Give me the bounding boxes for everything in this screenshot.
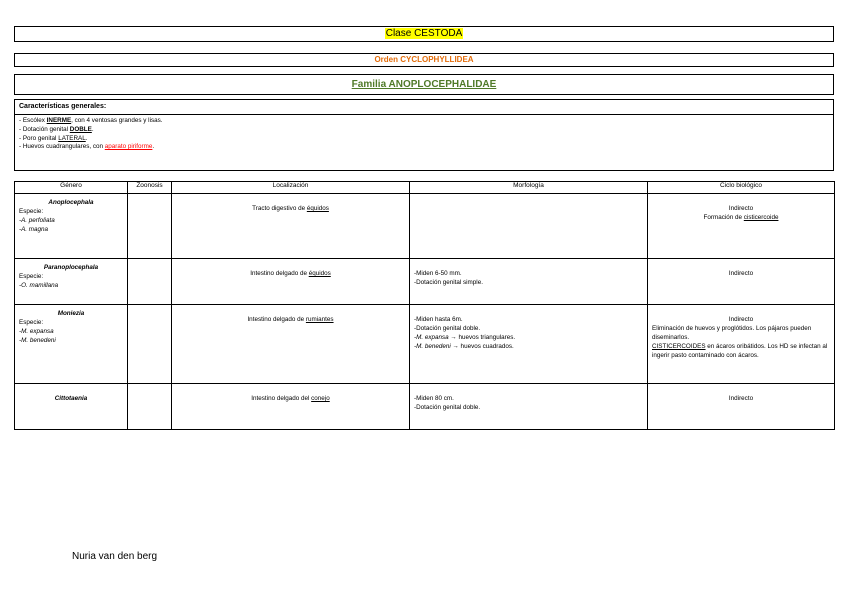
- caracteristicas-title: Características generales:: [15, 100, 833, 115]
- morfologia-cell: -Miden 6-50 mm. -Dotación genital simple.: [410, 259, 648, 305]
- genera-table: [14, 181, 835, 430]
- zoonosis-cell: [128, 384, 172, 430]
- caracteristicas-box: [14, 99, 834, 171]
- table-row: [15, 194, 835, 259]
- ciclo-cell: Indirecto Formación de cisticercoide: [648, 194, 835, 259]
- ciclo-cell: Indirecto Eliminación de huevos y proglótidos. Los pájaros pueden diseminarlos. CISTICERCOIDES en ácaros oribátidos. Los HD se infectan al ingerir pasto contaminado con ácaros.: [648, 305, 835, 384]
- zoonosis-cell: [128, 259, 172, 305]
- ciclo-cell: Indirecto: [648, 384, 835, 430]
- caracteristicas-list: [15, 115, 833, 154]
- clase-title: [14, 26, 834, 42]
- genus-cell: Moniezia Especie: -M. expansa -M. benedeni: [15, 305, 128, 384]
- header-zoonosis: Zoonosis: [128, 182, 172, 194]
- list-item: - Poro genital LATERAL.: [19, 134, 88, 142]
- header-genero: Género: [15, 182, 128, 194]
- header-ciclo: Ciclo biológico: [648, 182, 835, 194]
- localizacion-cell: Tracto digestivo de équidos: [172, 194, 410, 259]
- genus-cell: Anoplocephala Especie: -A. perfoliata -A. magna: [15, 194, 128, 259]
- clase-label: Clase CESTODA: [385, 28, 463, 39]
- zoonosis-cell: [128, 194, 172, 259]
- morfologia-cell: [410, 194, 648, 259]
- table-row: [15, 384, 835, 430]
- familia-title: Familia ANOPLOCEPHALIDAE: [14, 74, 834, 95]
- table-row: [15, 259, 835, 305]
- list-item: - Dotación genital DOBLE.: [19, 125, 94, 133]
- list-item: - Huevos cuadrangulares, con aparato piriforme.: [19, 143, 155, 151]
- morfologia-cell: -Miden hasta 6m. -Dotación genital doble. -M. expansa → huevos triangulares. -M. benedeni → huevos cuadrados.: [410, 305, 648, 384]
- genus-cell: Paranoplocephala Especie: -O. mamillana: [15, 259, 128, 305]
- orden-title: Orden CYCLOPHYLLIDEA: [14, 53, 834, 67]
- localizacion-cell: Intestino delgado de équidos: [172, 259, 410, 305]
- localizacion-cell: Intestino delgado del conejo: [172, 384, 410, 430]
- list-item: - Escólex INERME, con 4 ventosas grandes y lisas.: [19, 117, 163, 124]
- author-name: Nuria van den berg: [72, 551, 158, 562]
- morfologia-cell: -Miden 80 cm. -Dotación genital doble.: [410, 384, 648, 430]
- table-header-row: [15, 182, 835, 194]
- genus-cell: Cittotaenia: [15, 384, 128, 430]
- table-row: [15, 305, 835, 384]
- ciclo-cell: Indirecto: [648, 259, 835, 305]
- header-morfologia: Morfología: [410, 182, 648, 194]
- header-localizacion: Localización: [172, 182, 410, 194]
- localizacion-cell: Intestino delgado de rumiantes: [172, 305, 410, 384]
- zoonosis-cell: [128, 305, 172, 384]
